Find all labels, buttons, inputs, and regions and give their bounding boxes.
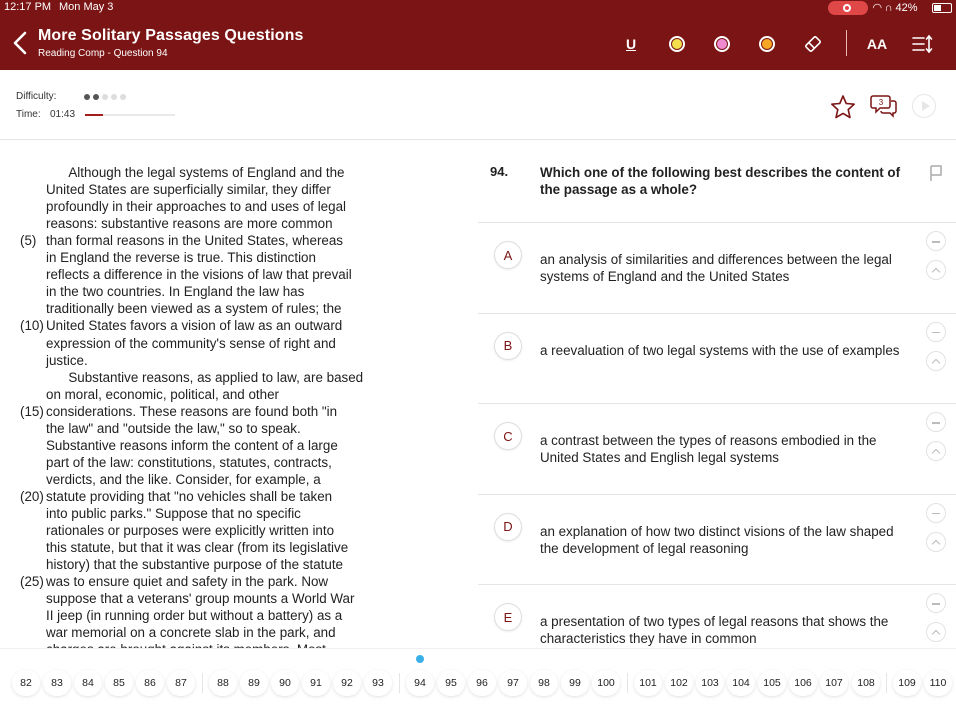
collapse-chevron-icon[interactable] <box>926 441 946 461</box>
passage-line[interactable]: rationales or purposes were explicitly written into <box>46 523 335 539</box>
passage-line[interactable]: on moral, economic, political, and other <box>46 386 279 402</box>
reading-passage <box>0 140 478 648</box>
difficulty-dot <box>102 94 108 100</box>
choice-divider <box>478 222 956 223</box>
passage-line[interactable]: the law" and "outside the law," so to speak. <box>46 420 301 436</box>
text-size-button[interactable]: AA <box>866 36 888 52</box>
comment-count: 3 <box>878 98 884 107</box>
page-button-93[interactable]: 93 <box>364 670 392 696</box>
screen-recording-icon <box>828 1 868 15</box>
time-label: Time: <box>16 109 41 120</box>
current-question-indicator <box>416 655 424 663</box>
eraser-icon[interactable] <box>802 33 824 55</box>
page-button-98[interactable]: 98 <box>530 670 558 696</box>
passage-line[interactable]: expression of the community's sense of right and <box>46 335 336 351</box>
page-button-86[interactable]: 86 <box>136 670 164 696</box>
passage-line[interactable]: justice. <box>46 352 88 368</box>
choice-a-button[interactable]: A <box>494 241 522 269</box>
page-button-106[interactable]: 106 <box>789 670 817 696</box>
passage-line[interactable]: United States are superficially similar, they differ <box>46 182 331 198</box>
choice-divider <box>478 403 956 404</box>
eliminate-choice-icon[interactable] <box>926 503 946 523</box>
page-button-109[interactable]: 109 <box>893 670 921 696</box>
passage-line[interactable]: reasons: substantive reasons are more common <box>46 216 333 232</box>
line-number: (5) <box>20 233 37 249</box>
page-subtitle: Reading Comp - Question 94 <box>38 48 168 59</box>
page-button-97[interactable]: 97 <box>499 670 527 696</box>
line-number: (10) <box>20 318 44 334</box>
difficulty-label: Difficulty: <box>16 91 57 102</box>
page-button-96[interactable]: 96 <box>468 670 496 696</box>
passage-line[interactable]: this statute, but that it was clear (from its legislative <box>46 540 349 556</box>
question-stem: Which one of the following best describes the content of the passage as a whole? <box>540 165 901 197</box>
page-button-100[interactable]: 100 <box>592 670 620 696</box>
battery-percent: 42% <box>895 2 918 14</box>
difficulty-indicator <box>84 94 126 100</box>
page-title: More Solitary Passages Questions <box>38 27 304 44</box>
choice-d-button[interactable]: D <box>494 513 522 541</box>
comments-icon[interactable] <box>870 92 898 120</box>
choice-divider <box>478 313 956 314</box>
question-pager <box>0 648 956 718</box>
page-button-104[interactable]: 104 <box>727 670 755 696</box>
passage-line[interactable]: reflects a difference in the visions of law that prevail <box>46 267 352 283</box>
flag-icon[interactable] <box>928 164 944 182</box>
page-button-101[interactable]: 101 <box>634 670 662 696</box>
back-chevron-icon[interactable] <box>10 29 32 57</box>
battery-icon <box>932 3 952 13</box>
pager-group-divider <box>886 673 887 693</box>
time-progress-bar <box>85 114 175 116</box>
choice-e-button[interactable]: E <box>494 603 522 631</box>
app-header <box>0 16 956 70</box>
passage-line[interactable]: Substantive reasons inform the content of a large <box>46 437 338 453</box>
collapse-chevron-icon[interactable] <box>926 260 946 280</box>
passage-line[interactable]: profoundly in their approaches to and uses of legal <box>46 199 347 215</box>
highlight-orange-button[interactable] <box>756 33 778 55</box>
pager-group-divider <box>202 673 203 693</box>
choice-a-text[interactable]: an analysis of similarities and differences between the legal systems of England and the United States <box>540 252 892 284</box>
passage-line[interactable]: considerations. These reasons are found both "in <box>46 403 338 419</box>
choice-c-button[interactable]: C <box>494 422 522 450</box>
passage-line[interactable]: than formal reasons in the United States, whereas <box>46 233 343 249</box>
play-icon[interactable] <box>912 94 936 118</box>
passage-line[interactable]: part of the law: constitutions, statutes, contracts, <box>46 454 332 470</box>
passage-line[interactable]: verdicts, and the like. Consider, for example, a <box>46 471 321 487</box>
page-button-90[interactable]: 90 <box>271 670 299 696</box>
orange-swatch-icon <box>762 39 772 49</box>
pink-swatch-icon <box>717 39 727 49</box>
collapse-chevron-icon[interactable] <box>926 351 946 371</box>
page-button-102[interactable]: 102 <box>665 670 693 696</box>
difficulty-dot <box>120 94 126 100</box>
passage-line[interactable]: war memorial on a concrete slab in the park, and <box>46 625 336 641</box>
page-button-83[interactable]: 83 <box>43 670 71 696</box>
page-button-99[interactable]: 99 <box>561 670 589 696</box>
page-button-87[interactable]: 87 <box>167 670 195 696</box>
status-time: 12:17 PM <box>4 1 52 13</box>
passage-line[interactable]: in England the reverse is true. This distinction <box>46 250 316 266</box>
page-button-107[interactable]: 107 <box>820 670 848 696</box>
eliminate-choice-icon[interactable] <box>926 231 946 251</box>
page-button-110[interactable]: 110 <box>924 670 952 696</box>
choice-e-text[interactable]: a presentation of two types of legal reasons that shows the characteristics they have in common <box>540 614 889 646</box>
page-button-94[interactable]: 94 <box>406 670 434 696</box>
eliminate-choice-icon[interactable] <box>926 322 946 342</box>
collapse-chevron-icon[interactable] <box>926 532 946 552</box>
pager-group-divider <box>627 673 628 693</box>
choice-c-text[interactable]: a contrast between the types of reasons embodied in the United States and English legal systems <box>540 433 877 465</box>
page-button-91[interactable]: 91 <box>302 670 330 696</box>
line-number: (25) <box>20 574 44 590</box>
choice-b-text[interactable]: a reevaluation of two legal systems with the use of examples <box>540 342 900 358</box>
status-date: Mon May 3 <box>59 1 114 13</box>
question-info-bar <box>0 70 956 140</box>
passage-line[interactable]: traditionally been viewed as a system of rules; the <box>46 301 342 317</box>
passage-line[interactable]: history) that the substantive purpose of the statute <box>46 557 344 573</box>
wifi-headphones-icon: ◜◝ ∩ 42% <box>873 2 918 14</box>
line-number: (20) <box>20 488 44 504</box>
page-button-105[interactable]: 105 <box>758 670 786 696</box>
passage-line[interactable]: Although the legal systems of England and the <box>46 165 345 180</box>
time-value: 01:43 <box>50 109 76 120</box>
pager-group-divider <box>399 673 400 693</box>
passage-line[interactable]: into public parks." Suppose that no specific <box>46 506 301 521</box>
page-button-108[interactable]: 108 <box>852 670 880 696</box>
page-button-89[interactable]: 89 <box>240 670 268 696</box>
eliminate-choice-icon[interactable] <box>926 412 946 432</box>
passage-line[interactable]: II jeep (in running order but without a battery) as a <box>46 608 343 624</box>
bookmark-star-icon[interactable] <box>830 94 856 120</box>
page-button-82[interactable]: 82 <box>12 670 40 696</box>
difficulty-dot <box>93 94 99 100</box>
difficulty-dot <box>84 94 90 100</box>
question-number: 94. <box>490 164 509 179</box>
highlight-pink-button[interactable] <box>711 33 733 55</box>
status-bar <box>0 0 956 16</box>
passage-line[interactable]: suppose that a veterans' group mounts a World War <box>46 591 355 607</box>
passage-line[interactable]: in the two countries. In England the law has <box>46 284 305 300</box>
underline-button[interactable]: U <box>625 36 637 52</box>
choice-b-button[interactable]: B <box>494 332 522 360</box>
page-button-103[interactable]: 103 <box>696 670 724 696</box>
passage-line[interactable]: Substantive reasons, as applied to law, are based <box>46 369 364 385</box>
passage-line[interactable]: statute providing that "no vehicles shall be taken <box>46 488 333 504</box>
page-button-92[interactable]: 92 <box>333 670 361 696</box>
page-button-85[interactable]: 85 <box>105 670 133 696</box>
choice-d-text[interactable]: an explanation of how two distinct visions of the law shaped the development of legal reasoning <box>540 523 894 556</box>
yellow-swatch-icon <box>672 39 682 49</box>
choice-divider <box>478 584 956 585</box>
passage-line[interactable]: was to ensure quiet and safety in the park. Now <box>46 574 329 590</box>
toolbar-divider <box>846 30 847 56</box>
highlight-yellow-button[interactable] <box>666 33 688 55</box>
page-button-95[interactable]: 95 <box>437 670 465 696</box>
collapse-chevron-icon[interactable] <box>926 622 946 642</box>
page-button-84[interactable]: 84 <box>74 670 102 696</box>
difficulty-dot <box>111 94 117 100</box>
line-number: (15) <box>20 403 44 419</box>
page-button-88[interactable]: 88 <box>209 670 237 696</box>
eliminate-choice-icon[interactable] <box>926 593 946 613</box>
choice-divider <box>478 494 956 495</box>
passage-line[interactable]: United States favors a vision of law as an outward <box>46 318 343 334</box>
line-spacing-icon[interactable] <box>911 33 933 55</box>
